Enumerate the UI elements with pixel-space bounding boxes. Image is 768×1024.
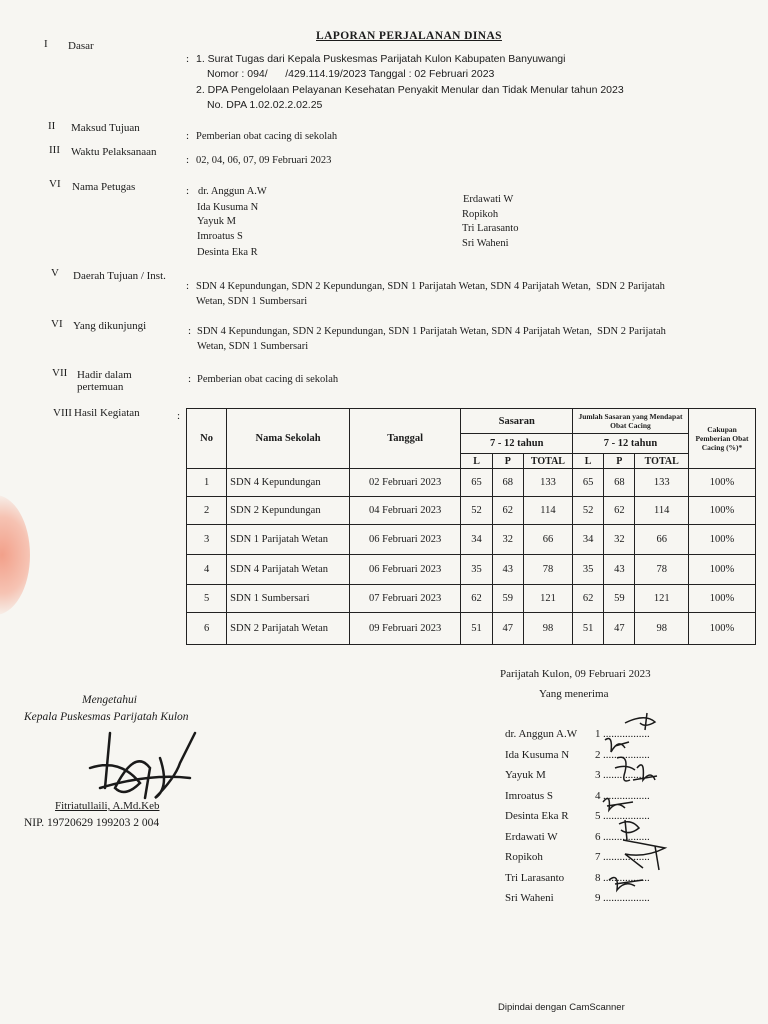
signer-name: Ida Kusuma N [505,748,570,761]
row-sasaran-total: 114 [523,497,572,525]
signer-number: 3 [595,769,601,781]
row-jumlah-l: 62 [572,585,603,613]
row-sasaran-p: 62 [492,497,523,525]
row-sasaran-total: 121 [523,585,572,613]
row-tanggal: 06 Februari 2023 [349,555,461,585]
row-tanggal: 02 Februari 2023 [349,469,461,497]
row-nama-sekolah: SDN 1 Parijatah Wetan [227,525,350,555]
hadir-value: Pemberian obat cacing di sekolah [197,374,339,385]
colon: : [186,130,190,142]
row-no: 4 [187,555,227,585]
section-number-5: V [51,267,59,279]
petugas-left-4: Imroatus S [197,231,243,242]
section-number-2: II [48,120,56,132]
waktu-value: 02, 04, 06, 07, 09 Februari 2023 [196,155,332,166]
row-sasaran-l: 52 [461,497,492,525]
signers-signatures [585,708,685,898]
row-jumlah-total: 133 [635,469,689,497]
row-jumlah-p: 59 [604,585,635,613]
signer-dotted-line: ................. [603,769,650,781]
signer-number: 9 [595,892,601,904]
signer-dotted-line: ................. [603,789,650,802]
row-jumlah-p: 62 [604,497,635,525]
row-cakupan: 100% [689,613,756,645]
row-nama-sekolah: SDN 4 Parijatah Wetan [227,555,350,585]
row-jumlah-total: 114 [635,497,689,525]
petugas-right-2: Ropikoh [462,209,499,220]
row-tanggal: 07 Februari 2023 [349,585,461,613]
maksud-value: Pemberian obat cacing di sekolah [196,131,338,142]
row-jumlah-l: 65 [572,469,603,497]
row-sasaran-total: 78 [523,555,572,585]
header-tanggal: Tanggal [349,409,461,469]
row-jumlah-p: 47 [604,613,635,645]
petugas-left-3: Yayuk M [197,216,236,227]
table-row [187,555,756,585]
row-jumlah-l: 34 [572,525,603,555]
row-sasaran-l: 35 [461,555,492,585]
section-number-3: III [49,144,60,156]
row-cakupan: 100% [689,469,756,497]
daerah-line-1: SDN 4 Kepundungan, SDN 2 Kepundungan, SDN 1 Parijatah Wetan, SDN 4 Parijatah Wetan, SDN 2 Parijatah [196,281,665,292]
colon: : [188,325,192,337]
mengetahui: Mengetahui [82,694,137,706]
row-no: 5 [187,585,227,613]
kepala-signature [80,728,210,808]
row-jumlah-total: 98 [635,613,689,645]
signer-number: 2 [595,748,601,761]
kepala-nama: Fitriatullaili, A.Md.Keb [55,800,160,812]
table-row [187,469,756,497]
petugas-left-5: Desinta Eka R [197,247,258,258]
row-jumlah-p: 32 [604,525,635,555]
section-number-4: VI [49,178,61,190]
row-jumlah-total: 66 [635,525,689,555]
row-sasaran-p: 32 [492,525,523,555]
finger-shadow [0,495,30,615]
row-cakupan: 100% [689,585,756,613]
signer-dotted-line: ................. [603,810,650,822]
petugas-left-2: Ida Kusuma N [197,202,259,213]
header-usia-jumlah: 7 - 12 tahun [572,434,688,454]
signer-number: 6 [595,830,601,843]
section-label-hasil: Hasil Kegiatan [74,407,140,419]
row-sasaran-p: 68 [492,469,523,497]
signer-name: Erdawati W [505,830,558,843]
row-nama-sekolah: SDN 1 Sumbersari [227,585,350,613]
row-tanggal: 06 Februari 2023 [349,525,461,555]
table-row [187,525,756,555]
section-label-petugas: Nama Petugas [72,181,136,193]
signer-name: Imroatus S [505,789,553,802]
signer-dotted-line: ................. [603,748,650,761]
section-label-dikunjungi: Yang dikunjungi [73,320,147,332]
kepala-nip: NIP. 19720629 199203 2 004 [24,817,160,829]
colon: : [186,280,190,292]
header-l: L [572,454,603,469]
row-sasaran-l: 62 [461,585,492,613]
signer-name: Sri Waheni [505,892,554,904]
table-row [187,613,756,645]
petugas-right-1: Erdawati W [463,194,514,205]
signer-dotted-line: ................. [603,830,650,843]
colon: : [186,154,190,166]
colon: : [177,410,181,422]
signer-dotted-line: ................. [603,728,650,740]
colon: : [186,185,190,197]
row-no: 6 [187,613,227,645]
daerah-line-2: Wetan, SDN 1 Sumbersari [196,296,308,307]
row-tanggal: 09 Februari 2023 [349,613,461,645]
row-no: 1 [187,469,227,497]
section-label-hadir-1: Hadir dalam [77,369,132,381]
row-no: 2 [187,497,227,525]
header-total: TOTAL [523,454,572,469]
header-cakupan: Cakupan Pemberian Obat Cacing (%)* [689,409,756,469]
scanner-footer: Dipindai dengan CamScanner [498,1002,625,1013]
signer-dotted-line: ................. [603,871,650,884]
row-jumlah-l: 51 [572,613,603,645]
row-jumlah-p: 68 [604,469,635,497]
row-nama-sekolah: SDN 2 Kepundungan [227,497,350,525]
row-sasaran-p: 47 [492,613,523,645]
row-jumlah-total: 78 [635,555,689,585]
kepala-title: Kepala Puskesmas Parijatah Kulon [24,711,189,723]
petugas-right-3: Tri Larasanto [462,223,519,234]
signer-number: 1 [595,728,601,740]
row-nama-sekolah: SDN 4 Kepundungan [227,469,350,497]
signer-name: Ropikoh [505,851,543,863]
dasar-line-3: 2. DPA Pengelolaan Pelayanan Kesehatan Penyakit Menular dan Tidak Menular tahun 2023 [196,84,624,96]
signer-dotted-line: ................. [603,851,650,863]
dasar-line-1: 1. Surat Tugas dari Kepala Puskesmas Parijatah Kulon Kabupaten Banyuwangi [196,53,566,65]
signer-number: 8 [595,871,601,884]
signer-number: 4 [595,789,601,802]
signer-name: dr. Anggun A.W [505,728,578,740]
colon: : [188,373,192,385]
row-sasaran-p: 59 [492,585,523,613]
row-cakupan: 100% [689,555,756,585]
row-sasaran-total: 66 [523,525,572,555]
signer-number: 7 [595,851,601,863]
signer-name: Desinta Eka R [505,810,569,822]
header-total: TOTAL [635,454,689,469]
dasar-line-2: Nomor : 094/ /429.114.19/2023 Tanggal : 02 Februari 2023 [207,68,495,80]
yang-menerima: Yang menerima [539,688,609,700]
row-jumlah-p: 43 [604,555,635,585]
row-no: 3 [187,525,227,555]
row-sasaran-l: 51 [461,613,492,645]
header-sasaran: Sasaran [461,409,573,434]
table-row [187,585,756,613]
section-label-maksud: Maksud Tujuan [71,122,140,134]
row-tanggal: 04 Februari 2023 [349,497,461,525]
place-date: Parijatah Kulon, 09 Februari 2023 [500,668,651,680]
row-jumlah-l: 35 [572,555,603,585]
petugas-right-4: Sri Waheni [462,238,509,249]
row-jumlah-l: 52 [572,497,603,525]
section-number-7: VII [52,367,68,379]
section-label-waktu: Waktu Pelaksanaan [71,146,157,158]
petugas-left-1: dr. Anggun A.W [198,186,267,197]
dikunjungi-line-2: Wetan, SDN 1 Sumbersari [197,341,309,352]
signer-name: Yayuk M [505,769,546,781]
signer-name: Tri Larasanto [505,871,565,884]
row-sasaran-p: 43 [492,555,523,585]
dikunjungi-line-1: SDN 4 Kepundungan, SDN 2 Kepundungan, SDN 1 Parijatah Wetan, SDN 4 Parijatah Wetan, SDN 2 Parijatah [197,326,666,337]
section-label-daerah: Daerah Tujuan / Inst. [73,270,166,282]
header-l: L [461,454,492,469]
section-number-8: VIII [53,407,72,419]
signer-dotted-line: ................. [603,892,650,904]
header-nama-sekolah: Nama Sekolah [227,409,350,469]
table-row [187,497,756,525]
dasar-line-4: No. DPA 1.02.02.2.02.25 [207,99,323,111]
row-sasaran-total: 98 [523,613,572,645]
row-nama-sekolah: SDN 2 Parijatah Wetan [227,613,350,645]
header-p: P [604,454,635,469]
row-cakupan: 100% [689,497,756,525]
header-usia-sasaran: 7 - 12 tahun [461,434,573,454]
header-no: No [187,409,227,469]
colon: : [186,53,190,65]
document-title: LAPORAN PERJALANAN DINAS [316,30,502,42]
row-jumlah-total: 121 [635,585,689,613]
signer-number: 5 [595,810,601,822]
header-jumlah-sasaran: Jumlah Sasaran yang Mendapat Obat Cacing [572,409,688,434]
header-p: P [492,454,523,469]
section-number-1: I [44,38,48,50]
section-label-dasar: Dasar [68,40,94,52]
section-label-hadir-2: pertemuan [77,381,124,393]
section-number-6: VI [51,318,63,330]
results-table [186,408,756,645]
row-sasaran-l: 65 [461,469,492,497]
row-sasaran-total: 133 [523,469,572,497]
row-cakupan: 100% [689,525,756,555]
row-sasaran-l: 34 [461,525,492,555]
